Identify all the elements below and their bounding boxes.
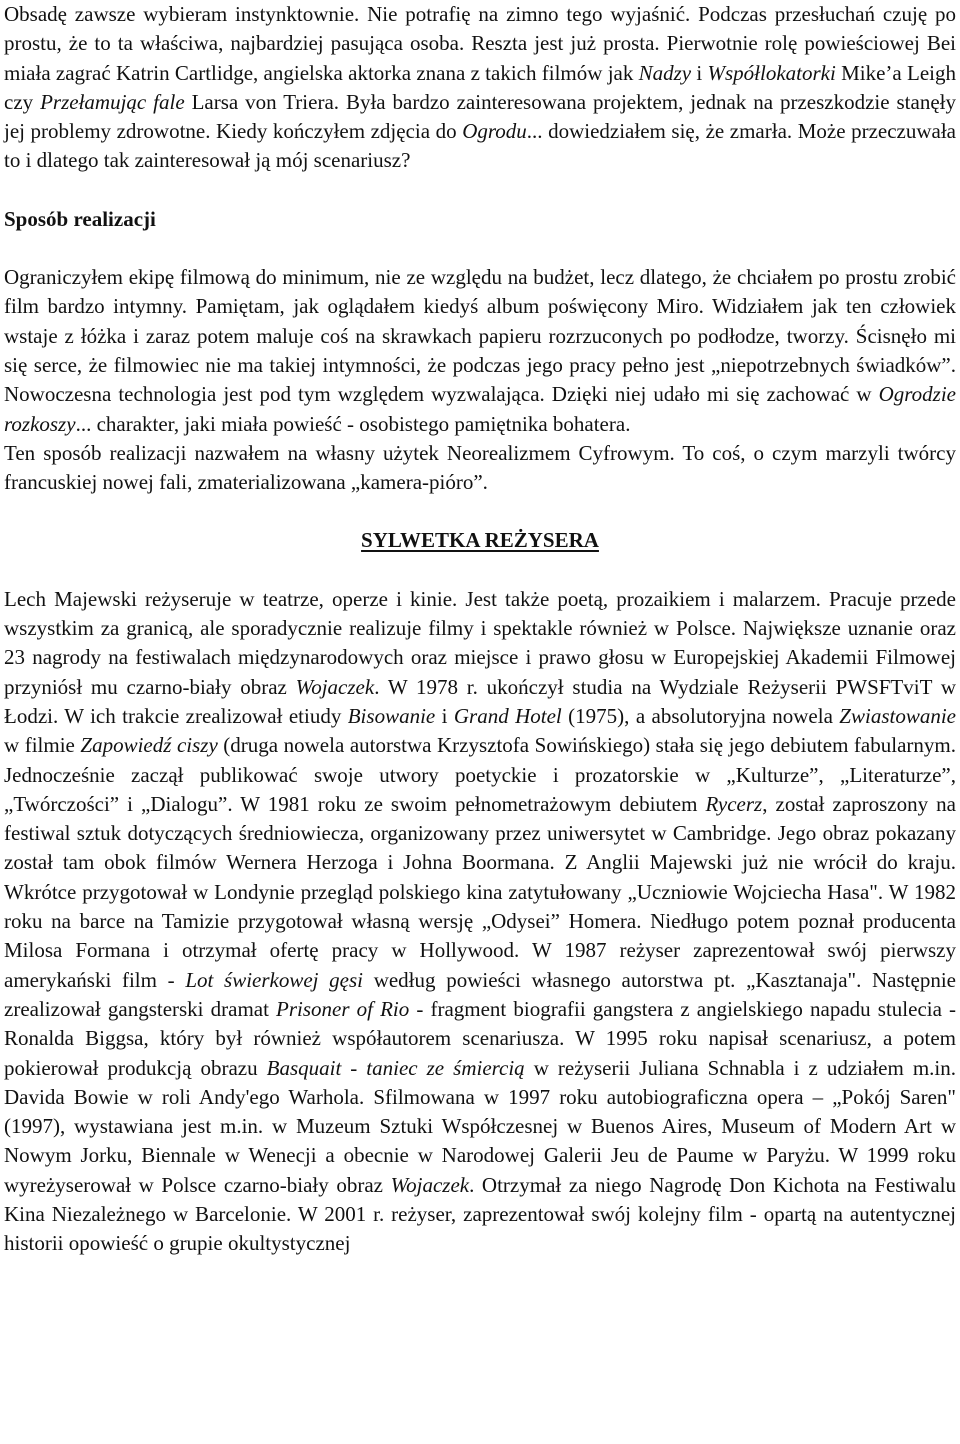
italic-title-text: Bisowanie [347,703,436,728]
text-run: Larsa von Triera. Była bardzo zainteresowana projektem, jednak na przeszkodzie stanęły jej problemy zdrowotne. Kiedy kończyłem zdjęcia do [4,89,956,144]
text-run: ... dowiedziałem się, że zmarła. Może przeczuwała to i dlatego tak zainteresował ją mój scenariusz? [4,119,956,173]
italic-title-text: Przełamując fale [40,89,185,114]
italic-title-text: Ogrodu [462,119,527,144]
italic-title-text: Wojaczek [295,674,375,699]
italic-title-text: Ogrodzie rozkoszy [4,382,956,436]
italic-title-text: Zapowiedź ciszy [80,733,218,758]
text-run: i [435,703,454,728]
spacer [4,234,956,263]
text-run: . W 1978 r. ukończył studia na Wydziale Reżyserii PWSFTviT w Łodzi. W ich trakcie zrealizował etiudy [4,674,956,728]
text-run: . Otrzymał za niego Nagrodę Don Kichota na Festiwalu Kina Niezależnego w Barcelonie. W 2001 r. reżyser, zaprezentował swój kolejny film - opartą na autentycznej historii opowieść o grupie okultystycznej [4,1172,956,1256]
italic-title-text: Rycerz [705,791,763,816]
italic-title-text: Zwiastowanie [839,703,956,728]
text-run: Obsadę zawsze wybieram instynktownie. Nie potrafię na zimno tego wyjaśnić. Podczas przesłuchań czuję po prostu, że to ta właściwa, najbardziej pasująca osoba. Reszta jest już prosta. Pierwotnie rolę powieściowej Bei miała zagrać Katrin Cartlidge, angielska aktorka znana z takich filmów jak [4,2,956,85]
text-run: w reżyserii Juliana Schnabla i z udziałem m.in. Davida Bowie w roli Andy'ego Warhola. Sfilmowana w 1997 roku autobiograficzna opera – „Pokój Saren" (1997), wystawiana jest m.in. w Muzeum Sztuki Współczesnej w Buenos Aires, Museum of Modern Art w Nowym Jorku, Biennale w Wenecji a obecnie w Narodowej Galerii Jeu de Paume w Paryżu. W 1999 roku wyreżyserował w Polsce czarno-biały obraz [4,1055,956,1197]
text-run: Ograniczyłem ekipę filmową do minimum, nie ze względu na budżet, lecz dlatego, że chciałem po prostu zrobić film bardzo intymny. Pamiętam, jak oglądałem kiedyś album poświęcony Miro. Widziałem jak ten człowiek wstaje z łóżka i zaraz potem maluje coś na skrawkach papieru rozrzuconych po podłodze, tworzy. Ścisnęło mi się serce, że filmowiec nie ma takiej intymności, że podczas jego pracy pełno jest „niepotrzebnych świadków”. Nowoczesna technologia jest pod tym względem wyzwalająca. Dzięki niej udało mi się zachować w [4,265,956,407]
section-heading-sylwetka: SYLWETKA REŻYSERA [361,528,599,553]
text-run: według powieści własnego autorstwa pt. „Kasztanaja". Następnie zrealizował gangsterski dramat [4,967,956,1021]
spacer [4,497,956,526]
italic-title-text: Wojaczek [390,1172,470,1197]
text-run: , został zaproszony na festiwal sztuk dotyczących średniowiecza, organizowany przez uniwersytet w Cambridge. Jego obraz pokazany został tam obok filmów Wernera Herzoga i Johna Boormana. Z Anglii Majewski już nie wrócił do kraju. Wkrótce przygotował w Londynie przegląd polskiego kina zatytułowany „Uczniowie Wojciecha Hasa". W 1982 roku na barce na Tamizie przygotował własną wersję „Odysei” Homera. Niedługo potem poznał producenta Milosa Formana i otrzymał ofertę pracy w Hollywood. W 1987 reżyser zaprezentował swój pierwszy amerykański film - [4,791,956,992]
text-run: (1975), a absolutoryjna nowela [561,703,840,728]
sylwetka-paragraph [4,585,956,1259]
italic-title-text: Nadzy [638,60,692,85]
italic-title-text: Współlokatorki [707,60,836,85]
realizacja-paragraph-1 [4,263,956,439]
italic-title-text: Prisoner of Rio [276,996,410,1021]
text-run: ... charakter, jaki miała powieść - osobistego pamiętnika bohatera. [75,411,631,436]
italic-title-text: Basquait - taniec ze śmiercią [266,1055,525,1080]
text-run: Mike’a Leigh czy [4,60,956,114]
spacer [4,556,956,585]
text-run: i [691,60,708,85]
section-heading-realizacja: Sposób realizacji [4,206,156,231]
text-run: w filmie [4,733,81,758]
realizacja-paragraph-2: Ten sposób realizacji nazwałem na własny użytek Neorealizmem Cyfrowym. To coś, o czym marzyli twórcy francuskiej nowej fali, zmaterializowana „kamera-pióro”. [4,440,956,495]
text-run: (druga nowela autorstwa Krzysztofa Sowińskiego) stała się jego debiutem fabularnym. Jednocześnie zaczął publikować swoje utwory poetyckie i prozatorskie w „Kulturze”, „Literaturze”, „Twórczości” i „Dialogu”. W 1981 roku ze swoim pełnometrażowym debiutem [4,733,956,816]
italic-title-text: Grand Hotel [453,703,562,728]
spacer [4,176,956,205]
text-run: - fragment biografii gangstera z angielskiego napadu stulecia - Ronalda Biggsa, który był również współautorem scenariusza. W 1995 roku napisał scenariusz, a potem pokierował produkcją obrazu [4,996,957,1080]
text-run: Lech Majewski reżyseruje w teatrze, operze i kinie. Jest także poetą, prozaikiem i malarzem. Pracuje przede wszystkim za granicą, ale sporadycznie realizuje filmy i spektakle również w Polsce. Największe uznanie oraz 23 nagrody na festiwalach międzynarodowych oraz miejsce i prawo głosu w Europejskiej Akademii Filmowej przyniósł mu czarno-biały obraz [4,586,956,699]
intro-paragraph [4,0,956,176]
italic-title-text: Lot świerkowej gęsi [185,967,364,992]
